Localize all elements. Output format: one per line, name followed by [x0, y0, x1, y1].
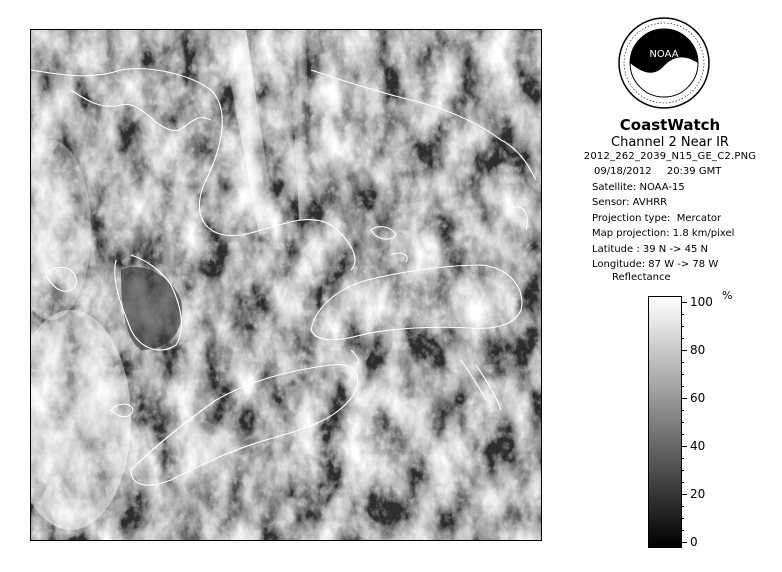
reflectance-colorbar — [648, 296, 682, 548]
colorbar-minor-tick — [681, 434, 684, 435]
colorbar-tick — [681, 494, 687, 495]
satellite-label: Satellite: NOAA-15 — [592, 181, 685, 193]
colorbar-minor-tick — [681, 386, 684, 387]
colorbar-minor-tick — [681, 422, 684, 423]
colorbar-tick-label: 100 — [690, 295, 713, 309]
colorbar-tick-label: 80 — [690, 343, 706, 357]
latitude-label: Latitude : 39 N -> 45 N — [592, 243, 708, 255]
time-label: 20:39 GMT — [666, 166, 722, 177]
metadata-list — [592, 164, 734, 273]
colorbar-tick — [681, 350, 687, 351]
colorbar-minor-tick — [681, 458, 684, 459]
colorbar-minor-tick — [681, 326, 684, 327]
colorbar-tick-label: 20 — [690, 487, 706, 501]
colorbar-minor-tick — [681, 518, 684, 519]
filename-label: 2012_262_2039_N15_GE_C2.PNG — [583, 151, 757, 162]
projection-type-label: Projection type: Mercator — [592, 212, 722, 224]
colorbar-tick-label: 0 — [690, 535, 698, 549]
noaa-logo — [617, 16, 711, 110]
colorbar-minor-tick — [681, 362, 684, 363]
scale-title: Reflectance — [612, 272, 671, 283]
colorbar-tick-label: 40 — [690, 439, 706, 453]
map-projection-label: Map projection: 1.8 km/pixel — [592, 228, 735, 239]
channel-label: Channel 2 Near IR — [611, 135, 729, 150]
colorbar-minor-tick — [681, 482, 684, 483]
colorbar-tick — [681, 302, 687, 303]
colorbar-tick — [681, 542, 687, 543]
colorbar-minor-tick — [681, 338, 684, 339]
datetime-row — [592, 164, 734, 180]
colorbar-minor-tick — [681, 470, 684, 471]
colorbar-minor-tick — [681, 314, 684, 315]
sensor-label: Sensor: AVHRR — [592, 197, 668, 208]
info-panel — [560, 112, 780, 162]
colorbar-minor-tick — [681, 374, 684, 375]
brand-title: CoastWatch — [619, 116, 721, 134]
scale-unit: % — [722, 289, 733, 302]
colorbar-ticks — [681, 296, 741, 548]
satellite-map — [31, 30, 541, 540]
colorbar-minor-tick — [681, 530, 684, 531]
satellite-image[interactable] — [30, 29, 542, 541]
logo-text: NOAA — [649, 49, 679, 60]
colorbar-tick — [681, 446, 687, 447]
date-label: 09/18/2012 — [594, 166, 652, 177]
colorbar-minor-tick — [681, 410, 684, 411]
colorbar-tick-label: 60 — [690, 391, 706, 405]
colorbar-tick — [681, 398, 687, 399]
colorbar-minor-tick — [681, 506, 684, 507]
longitude-label: Longitude: 87 W -> 78 W — [592, 259, 719, 270]
